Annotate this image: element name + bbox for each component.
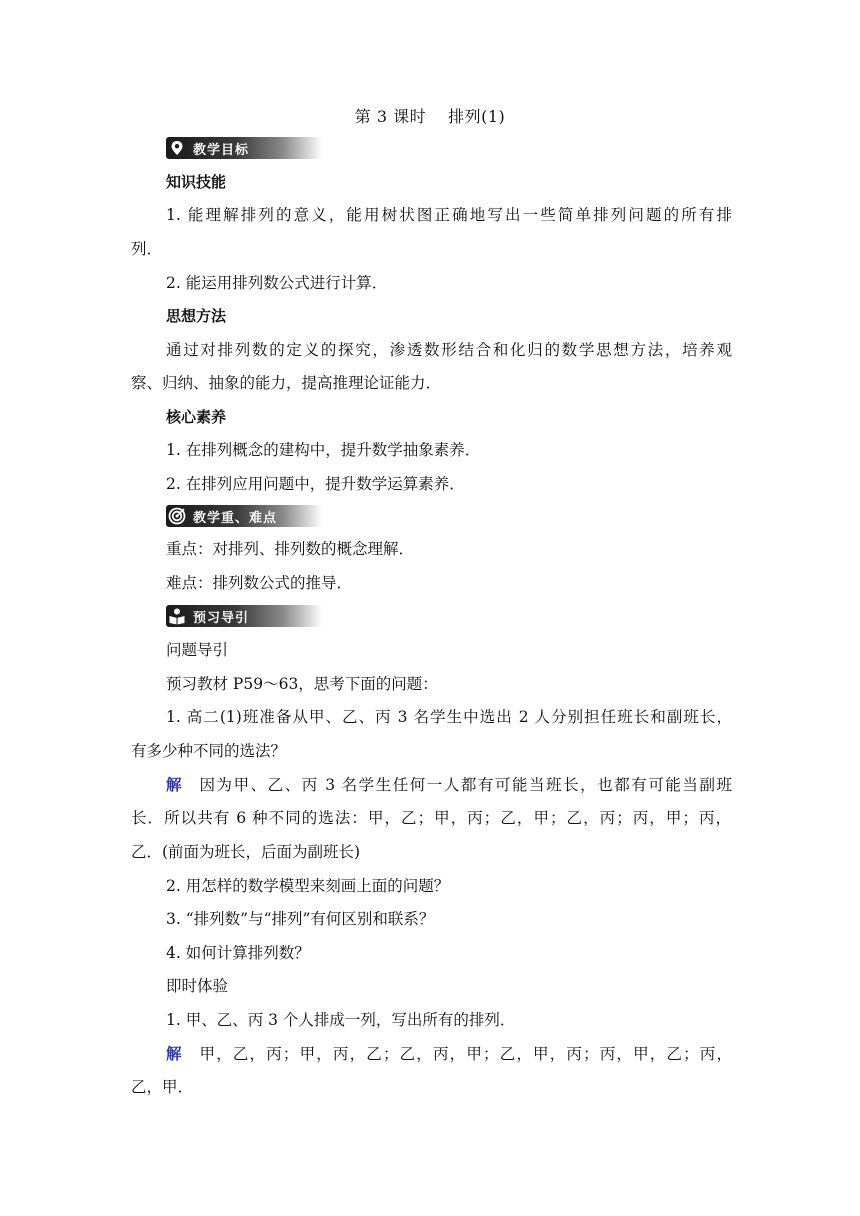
- knowledge-heading: 知识技能: [166, 173, 227, 191]
- book-reader-icon: [166, 605, 188, 627]
- guide-heading: 问题导引: [166, 641, 229, 659]
- section-banner-key-points: [166, 505, 322, 527]
- experience-answer-line-1: [166, 1044, 732, 1064]
- core-heading: 核心素养: [166, 408, 227, 426]
- section-banner-preview: [166, 605, 322, 627]
- experience-item-1: 1. 甲、乙、丙 3 个人排成一列，写出所有的排列．: [166, 1011, 516, 1029]
- section-label: 预习导引: [193, 611, 250, 626]
- answer-1-line-3: 乙．(前面为班长，后面为副班长): [131, 843, 361, 861]
- method-line-2: 察、归纳、抽象的能力，提高推理论证能力．: [131, 374, 442, 392]
- key-point-difficult: 难点：排列数公式的推导．: [166, 574, 353, 592]
- question-2: 2. 用怎样的数学模型来刻画上面的问题？: [166, 877, 450, 895]
- knowledge-item-1-line-1: 1. 能理解排列的意义，能用树状图正确地写出一些简单排列问题的所有排: [166, 206, 732, 224]
- question-1-line-1: 1. 高二(1)班准备从甲、乙、丙 3 名学生中选出 2 人分别担任班长和副班长，: [166, 708, 732, 726]
- lesson-number: 第 3 课时: [354, 107, 427, 126]
- core-item-1: 1. 在排列概念的建构中，提升数学抽象素养．: [166, 441, 481, 459]
- method-heading: 思想方法: [166, 307, 227, 325]
- core-item-2: 2. 在排列应用问题中，提升数学运算素养．: [166, 475, 465, 493]
- method-line-1: 通过对排列数的定义的探究，渗透数形结合和化归的数学思想方法，培养观: [166, 341, 732, 359]
- key-point-important: 重点：对排列、排列数的概念理解．: [166, 540, 415, 558]
- answer-label: 解: [166, 1044, 182, 1063]
- answer-label: 解: [166, 775, 182, 794]
- page-title: [0, 104, 860, 127]
- answer-1-line-1: [166, 775, 732, 795]
- question-3: 3. “排列数”与“排列”有何区别和联系？: [166, 910, 435, 928]
- preview-intro: 预习教材 P59～63，思考下面的问题：: [166, 675, 438, 693]
- location-pin-icon: [166, 137, 188, 159]
- answer-1-text: 因为甲、乙、丙 3 名学生任何一人都有可能当班长，也都有可能当副班: [199, 776, 732, 794]
- question-1-line-2: 有多少种不同的选法？: [131, 742, 287, 760]
- experience-answer-text: 甲，乙，丙；甲，丙，乙；乙，丙，甲；乙，甲，丙；丙，甲，乙；丙，: [199, 1045, 732, 1063]
- target-icon: [166, 505, 188, 527]
- experience-heading: 即时体验: [166, 977, 229, 995]
- knowledge-item-2: 2. 能运用排列数公式进行计算．: [166, 274, 388, 292]
- lesson-topic: 排列(1): [448, 107, 506, 126]
- knowledge-item-1-line-2: 列．: [131, 240, 163, 258]
- section-banner-objectives: [166, 137, 322, 159]
- experience-answer-line-2: 乙，甲．: [131, 1078, 194, 1096]
- question-4: 4. 如何计算排列数？: [166, 944, 310, 962]
- section-label: 教学目标: [193, 143, 250, 158]
- section-label: 教学重、难点: [193, 511, 278, 526]
- answer-1-line-2: 长．所以共有 6 种不同的选法：甲，乙；甲，丙；乙，甲；乙，丙；丙，甲；丙，: [131, 809, 731, 827]
